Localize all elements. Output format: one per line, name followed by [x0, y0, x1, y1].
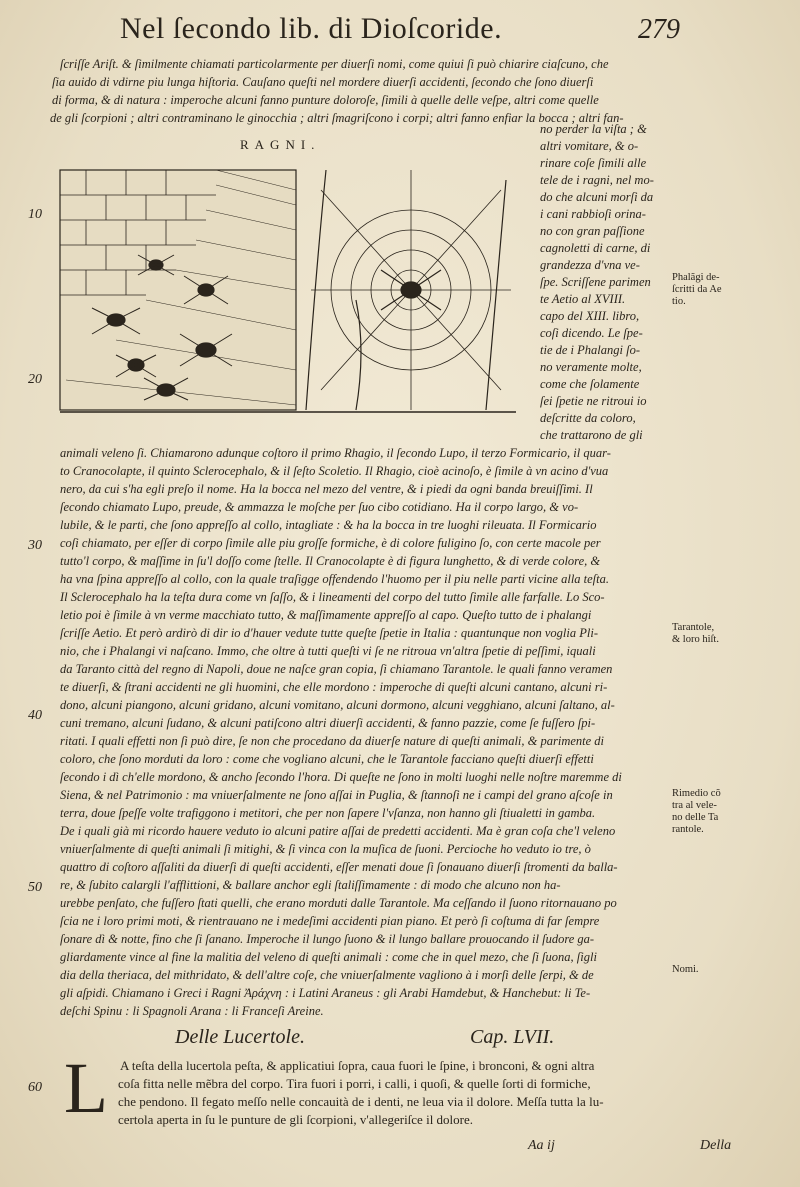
text-line: rinare coſe ſimili alle [540, 156, 647, 170]
text-line: da Taranto città del regno di Napoli, doue ne naſce gran copia, ſi chiamano Tarantole. le quali fanno veramen [60, 662, 613, 676]
text-line: nio, che i Phalangi vi naſcano. Immo, che oltre à tutti queſti vi ſe ne ritroua vn'altra ſpetie di peſſimi, iquali [60, 644, 596, 658]
text-line: coſi dicendo. Le ſpe- [540, 326, 643, 340]
text-line: letio poi è ſimile à vn verme macchiato tutto, & maſſimamente appreſſo al capo. Queſto tutto de i phalangi [60, 608, 592, 622]
catchword: Della [700, 1138, 732, 1153]
text-line: coſi chiamato, per eſſer di corpo ſimile alle piu groſſe formiche, è di colore fuligino ſo, con certe macole per [60, 536, 601, 550]
text-line: re, & ſubito calargli l'afflittioni, & ballare anchor egli ſtaliſſimamente : di modo che alcuno non ha- [60, 878, 561, 892]
side-note-nomi: Nomi. [672, 964, 699, 975]
text-line: De i quali già mi ricordo hauere veduto io alcuni patire aſſai de predetti accidenti. Ma è gran coſa che'l veleno [60, 824, 616, 838]
text-line: ſcriſſe Ariſt. & ſimilmente chiamati particolarmente per diuerſi nomi, come quiui ſi può chiarire ciaſcuno, che [60, 57, 609, 71]
text-line: capo del XIII. libro, [540, 309, 640, 323]
text-line: ſcriſſe Aetio. Et però ardirò di dir io d'hauer vedute tutte queſte ſpetie in Italia : quantunque non voglia Pli- [60, 626, 599, 640]
text-line: cuni tremano, alcuni ſudano, & alcuni patiſcono altri diuerſi accidenti, & fanno pazzie, come ſe fuſſero ſpi- [60, 716, 596, 730]
text-line: ſonare dì & notte, fino che ſi ſanano. Imperoche il lungo ſuono & il lungo ballare prouocando il ſudore ga- [60, 932, 595, 946]
margin-line-number: 50 [28, 880, 42, 895]
margin-line-number: 10 [28, 207, 42, 222]
text-line: tele de i ragni, nel mo- [540, 173, 654, 187]
text-line: ſecondo i dì ch'elle mordono, & ancho ſecondo l'hora. Di queſte ne ſono in molti luoghi nelle noſtre maremme di [60, 770, 622, 784]
chapter-number: Cap. LVII. [470, 1026, 555, 1048]
signature-mark: Aa ij [528, 1138, 555, 1153]
text-line: grandezza d'vna ve- [540, 258, 640, 272]
drop-cap: L [64, 1048, 108, 1128]
text-line: i cani rabbioſi orina- [540, 207, 646, 221]
text-line: deſchi Spinu : li Spagnoli Arana : li Franceſi Areine. [60, 1004, 324, 1018]
text-line: deſcritte da coloro, [540, 411, 636, 425]
margin-line-number: 60 [28, 1080, 42, 1095]
side-note-rimedio: Rimedio cõ tra al vele- no delle Ta rantole. [672, 788, 721, 835]
text-line: coſa fitta nelle mẽbra del corpo. Tira fuori i porri, i calli, i quoſi, & quelle ſorti di formiche, [118, 1076, 591, 1091]
page-title: Nel ſecondo lib. di Dioſcoride. [120, 12, 503, 45]
text-line: che pendono. Il fegato meſſo nelle concauità de i denti, ne leua via il dolore. Meſſa tutta la lu- [118, 1094, 604, 1109]
text-line: ha vna ſpina appreſſo al collo, con la quale traſigge offendendo l'huomo per il piu nelle parti vicine alla teſta. [60, 572, 610, 586]
text-line: altri vomitare, & o- [540, 139, 639, 153]
text-line: urebbe penſato, che fuſſero ſtati quelli, che erano morduti dalle Tarantole. Ma ceſſando il ſuono ritornauano po [60, 896, 617, 910]
text-line: te Aetio al XVIII. [540, 292, 626, 306]
text-line: dia della theriaca, del mithridato, & dell'altre coſe, che vniuerſalmente vagliono à i morſi delle ſerpi, & de [60, 968, 594, 982]
text-line: te diuerſi, & ſtrani accidenti ne gli huomini, che elle mordono : imperoche di queſti alcuni cantano, alcuni ri- [60, 680, 608, 694]
text-line: no con gran paſſione [540, 224, 645, 238]
text-line: no veramente molte, [540, 360, 642, 374]
text-line: animali veleno ſi. Chiamarono adunque coſtoro il primo Rhagio, il ſecondo Lupo, il terzo Formicario, il quar- [60, 446, 611, 460]
text-line: vniuerſalmente di queſti animali ſi mitighi, & ſi vinca con la muſica de ſuoni. Percioche ho veduto io tre, ò [60, 842, 591, 856]
margin-line-number: 40 [28, 708, 42, 723]
text-line: gli aſpidi. Chiamano i Greci i Ragni Ἀράχνη : i Latini Araneus : gli Arabi Hamdebut, & Hanchebut: li Te- [60, 986, 591, 1000]
section-title: Delle Lucertole. [175, 1026, 305, 1048]
text-line: coloro, che ſono morduti da loro : come che vogliano alcuni, che le Tarantole facciano queſti diuerſi effetti [60, 752, 594, 766]
running-header [120, 12, 680, 52]
margin-line-number: 30 [28, 538, 42, 553]
side-note-phalangi: Phalãgi de- ſcritti da Ae tio. [672, 272, 722, 307]
text-line: cagnoletti di carne, di [540, 241, 651, 255]
text-line: ſecondo chiamato Lupo, preude, & ammazza le moſche per ſuo cibo cotidiano. Ha il corpo largo, & vo- [60, 500, 579, 514]
text-line: Siena, & nel Patrimonio : ma vniuerſalmente ne ſono aſſai in Puglia, & ſtannoſi ne i campi del grano aſcoſe in [60, 788, 613, 802]
text-line: no perder la viſta ; & [540, 122, 647, 136]
text-line: nero, da cui s'ha egli preſo il nome. Ha la bocca nel mezo del ventre, & i piedi da ogni banda breuiſſimi. Il [60, 482, 593, 496]
text-line: de gli ſcorpioni ; altri contraminano le ginocchia ; altri ſmagriſcono i corpi; altri fanno enfiar la bocca ; altri fan- [50, 111, 624, 125]
text-line: ritati. I quali effetti non ſi può dire, ſe non che procedano da diuerſe nature di queſti animali, & parimente di [60, 734, 605, 748]
page-number: 279 [638, 14, 680, 45]
text-line: do che alcuni morſi da [540, 190, 654, 204]
text-line: Il Sclerocephalo ha la teſta dura come vn ſaſſo, & i lineamenti del corpo del tutto ſimile alle farfalle. Lo Sco- [60, 590, 605, 604]
side-note-tarantole: Tarantole, & loro hiſt. [672, 622, 719, 645]
text-line: tie de i Phalangi ſo- [540, 343, 640, 357]
text-line: lubile, & le parti, che ſono appreſſo al collo, intagliate : & ha la bocca in tre luoghi rileuata. Il Formicario [60, 518, 597, 532]
text-line: ſei ſpetie ne ritroui io [540, 394, 647, 408]
text-line: di forma, & di natura : imperoche alcuni fanno punture doloroſe, ſimili à quelle delle veſpe, altri come quelle [52, 93, 599, 107]
text-line: certola aperta in ſu le punture de gli ſcorpioni, v'allegeriſce il dolore. [118, 1112, 474, 1127]
text-line: come che ſolamente [540, 377, 640, 391]
text-line: to Cranocolapte, il quinto Sclerocephalo, & il ſeſto Scoletio. Il Rhagio, cioè acinoſo, è ſimile à vn acino d'vua [60, 464, 609, 478]
figure-caption: RAGNI. [240, 137, 321, 152]
text-line: terra, doue ſpeſſe volte trafiggono i metitori, che per non ſapere l'vſanza, non hanno gli ſtiualetti in gamba. [60, 806, 596, 820]
text-line: quattro di coſtoro aſſaliti da diuerſi di queſti accidenti, eſſer menati doue ſi ſonauano diuerſi ſtromenti da balla- [60, 860, 618, 874]
margin-line-number: 20 [28, 372, 42, 387]
text-line: gliardamente vince al fine la malitia del veleno di queſti animali : come che in quel mezo, che ſi ſuona, ſigli [60, 950, 597, 964]
text-line: ſia auido di vdirne piu lunga hiſtoria. Cauſano queſti nel mordere diuerſi accidenti, ſecondo che ſono diuerſi [52, 75, 594, 89]
text-line: dono, alcuni piangono, alcuni gridano, alcuni vomitano, alcuni dormono, alcuni vegghiano, alcuni ſaltano, al- [60, 698, 615, 712]
spider-woodcut-figure [56, 150, 516, 420]
text-line: ſcia ne i loro primi moti, & rientrauano ne i medeſimi accidenti pian piano. Et però ſi coſtuma di far ſempre [60, 914, 600, 928]
text-line: tutto'l corpo, & maſſime in ſu'l doſſo come ſtelle. Il Cranocolapte è di figura lunghetto, & di verde colore, & [60, 554, 601, 568]
text-line: che trattarono de gli [540, 428, 643, 442]
text-line: A teſta della lucertola peſta, & applicatiui ſopra, caua fuori le ſpine, i bronconi, & ogni altra [120, 1058, 595, 1073]
text-line: ſpe. Scriſſene parimen [540, 275, 651, 289]
